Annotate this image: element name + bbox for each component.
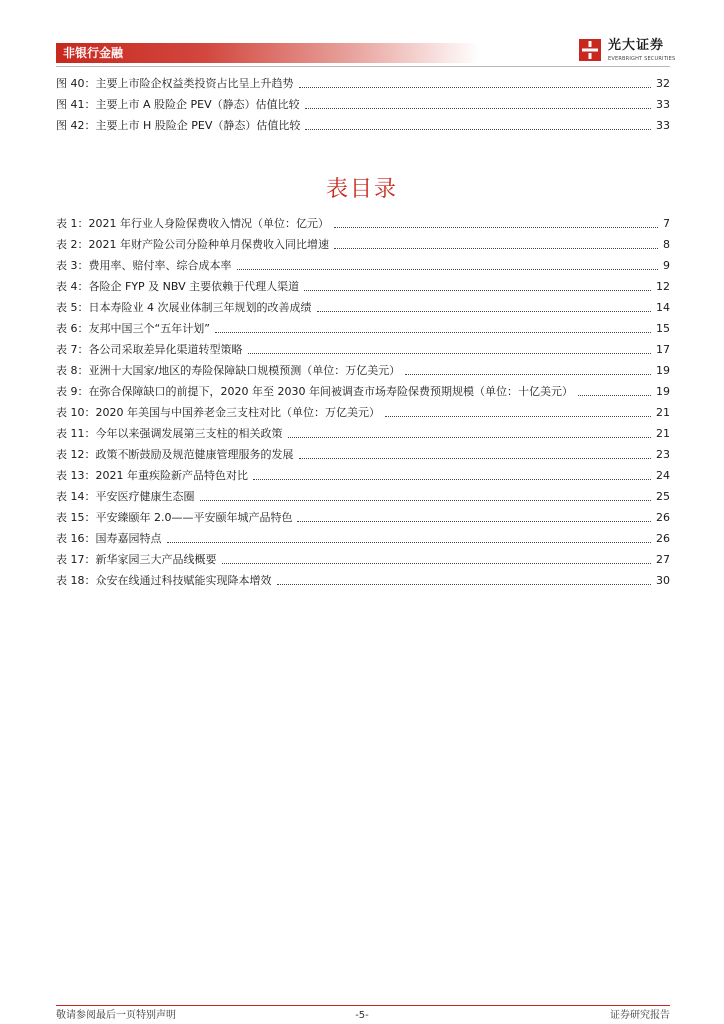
toc-entry-page: 19 — [656, 384, 670, 398]
logo-chinese-name: 光大证券 — [608, 38, 665, 53]
toc-entry-page: 12 — [656, 279, 670, 293]
toc-entry-label: 图 40：主要上市险企权益类投资占比呈上升趋势 — [56, 76, 294, 90]
toc-entry[interactable] — [56, 297, 670, 318]
toc-leader-dots — [215, 332, 651, 333]
toc-entry[interactable] — [56, 465, 670, 486]
toc-entry-label: 表 2：2021 年财产险公司分险种单月保费收入同比增速 — [56, 237, 329, 251]
toc-entry-label: 表 14：平安医疗健康生态圈 — [56, 489, 195, 503]
toc-entry-page: 7 — [663, 216, 670, 230]
toc-leader-dots — [334, 248, 658, 249]
toc-entry-page: 15 — [656, 321, 670, 335]
toc-entry-page: 9 — [663, 258, 670, 272]
logo-english-name: EVERBRIGHT SECURITIES — [608, 56, 676, 62]
toc-entry[interactable] — [56, 94, 670, 115]
footer-disclaimer: 敬请参阅最后一页特别声明 — [56, 1010, 176, 1021]
toc-leader-dots — [317, 311, 652, 312]
toc-entry-label: 表 11：今年以来强调发展第三支柱的相关政策 — [56, 426, 283, 440]
logo — [578, 38, 676, 68]
table-toc — [56, 213, 670, 591]
toc-leader-dots — [405, 374, 651, 375]
toc-entry-label: 表 5：日本寿险业 4 次展业体制三年规划的改善成绩 — [56, 300, 312, 314]
toc-entry[interactable] — [56, 570, 670, 591]
toc-leader-dots — [248, 353, 652, 354]
toc-entry[interactable] — [56, 234, 670, 255]
toc-entry[interactable] — [56, 276, 670, 297]
toc-leader-dots — [334, 227, 658, 228]
toc-entry-label: 表 10：2020 年美国与中国养老金三支柱对比（单位：万亿美元） — [56, 405, 380, 419]
footer-page-number: -5- — [355, 1010, 369, 1021]
toc-entry-label: 表 16：国寿嘉园特点 — [56, 531, 162, 545]
toc-entry-label: 图 41：主要上市 A 股险企 PEV（静态）估值比较 — [56, 97, 300, 111]
toc-leader-dots — [237, 269, 659, 270]
toc-leader-dots — [277, 584, 652, 585]
toc-leader-dots — [200, 500, 652, 501]
toc-leader-dots — [304, 290, 651, 291]
toc-entry-page: 25 — [656, 489, 670, 503]
toc-entry-page: 24 — [656, 468, 670, 482]
toc-entry-label: 表 9：在弥合保障缺口的前提下，2020 年至 2030 年间被调查市场寿险保费预期规模（单位：十亿美元） — [56, 384, 573, 398]
toc-entry[interactable] — [56, 444, 670, 465]
toc-leader-dots — [578, 395, 651, 396]
toc-entry-page: 23 — [656, 447, 670, 461]
logo-mark-icon — [578, 38, 602, 62]
toc-entry-label: 表 15：平安臻颐年 2.0——平安颐年城产品特色 — [56, 510, 293, 524]
toc-entry[interactable] — [56, 549, 670, 570]
section-label: 非银行金融 — [63, 46, 124, 60]
toc-entry-label: 图 42：主要上市 H 股险企 PEV（静态）估值比较 — [56, 118, 301, 132]
toc-leader-dots — [297, 521, 651, 522]
toc-entry-label: 表 3：费用率、赔付率、综合成本率 — [56, 258, 232, 272]
toc-leader-dots — [305, 129, 651, 130]
toc-entry[interactable] — [56, 73, 670, 94]
toc-entry-page: 27 — [656, 552, 670, 566]
toc-entry-page: 19 — [656, 363, 670, 377]
toc-entry-label: 表 12：政策不断鼓励及规范健康管理服务的发展 — [56, 447, 294, 461]
toc-entry-page: 26 — [656, 510, 670, 524]
toc-entry[interactable] — [56, 486, 670, 507]
toc-entry[interactable] — [56, 381, 670, 402]
toc-entry[interactable] — [56, 528, 670, 549]
toc-entry[interactable] — [56, 318, 670, 339]
toc-entry-page: 21 — [656, 405, 670, 419]
toc-entry-page: 30 — [656, 573, 670, 587]
toc-entry[interactable] — [56, 115, 670, 136]
toc-entry-label: 表 7：各公司采取差异化渠道转型策略 — [56, 342, 243, 356]
toc-leader-dots — [167, 542, 652, 543]
toc-leader-dots — [385, 416, 651, 417]
toc-leader-dots — [299, 87, 652, 88]
toc-leader-dots — [288, 437, 652, 438]
toc-entry[interactable] — [56, 339, 670, 360]
toc-entry-label: 表 4：各险企 FYP 及 NBV 主要依赖于代理人渠道 — [56, 279, 300, 293]
header-divider — [56, 66, 670, 67]
toc-entry-label: 表 18：众安在线通过科技赋能实现降本增效 — [56, 573, 272, 587]
toc-entry-page: 26 — [656, 531, 670, 545]
toc-entry-page: 14 — [656, 300, 670, 314]
toc-leader-dots — [305, 108, 651, 109]
toc-leader-dots — [222, 563, 652, 564]
toc-entry-label: 表 17：新华家园三大产品线概要 — [56, 552, 217, 566]
toc-entry-label: 表 1：2021 年行业人身险保费收入情况（单位：亿元） — [56, 216, 329, 230]
footer-divider — [56, 1005, 670, 1006]
toc-entry-page: 33 — [656, 118, 670, 132]
toc-entry-page: 8 — [663, 237, 670, 251]
toc-entry-label: 表 8：亚洲十大国家/地区的寿险保障缺口规模预测（单位：万亿美元） — [56, 363, 401, 377]
toc-entry[interactable] — [56, 402, 670, 423]
footer-report-type: 证券研究报告 — [610, 1010, 670, 1021]
toc-entry[interactable] — [56, 507, 670, 528]
toc-entry-page: 33 — [656, 97, 670, 111]
toc-entry[interactable] — [56, 213, 670, 234]
figure-toc — [56, 73, 670, 136]
toc-leader-dots — [253, 479, 651, 480]
toc-entry[interactable] — [56, 360, 670, 381]
toc-entry-page: 32 — [656, 76, 670, 90]
toc-entry-label: 表 13：2021 年重疾险新产品特色对比 — [56, 468, 248, 482]
table-toc-title: 表目录 — [325, 177, 398, 202]
toc-entry-page: 17 — [656, 342, 670, 356]
toc-entry[interactable] — [56, 255, 670, 276]
toc-entry-page: 21 — [656, 426, 670, 440]
toc-entry-label: 表 6：友邦中国三个“五年计划” — [56, 321, 210, 335]
toc-entry[interactable] — [56, 423, 670, 444]
toc-leader-dots — [299, 458, 652, 459]
